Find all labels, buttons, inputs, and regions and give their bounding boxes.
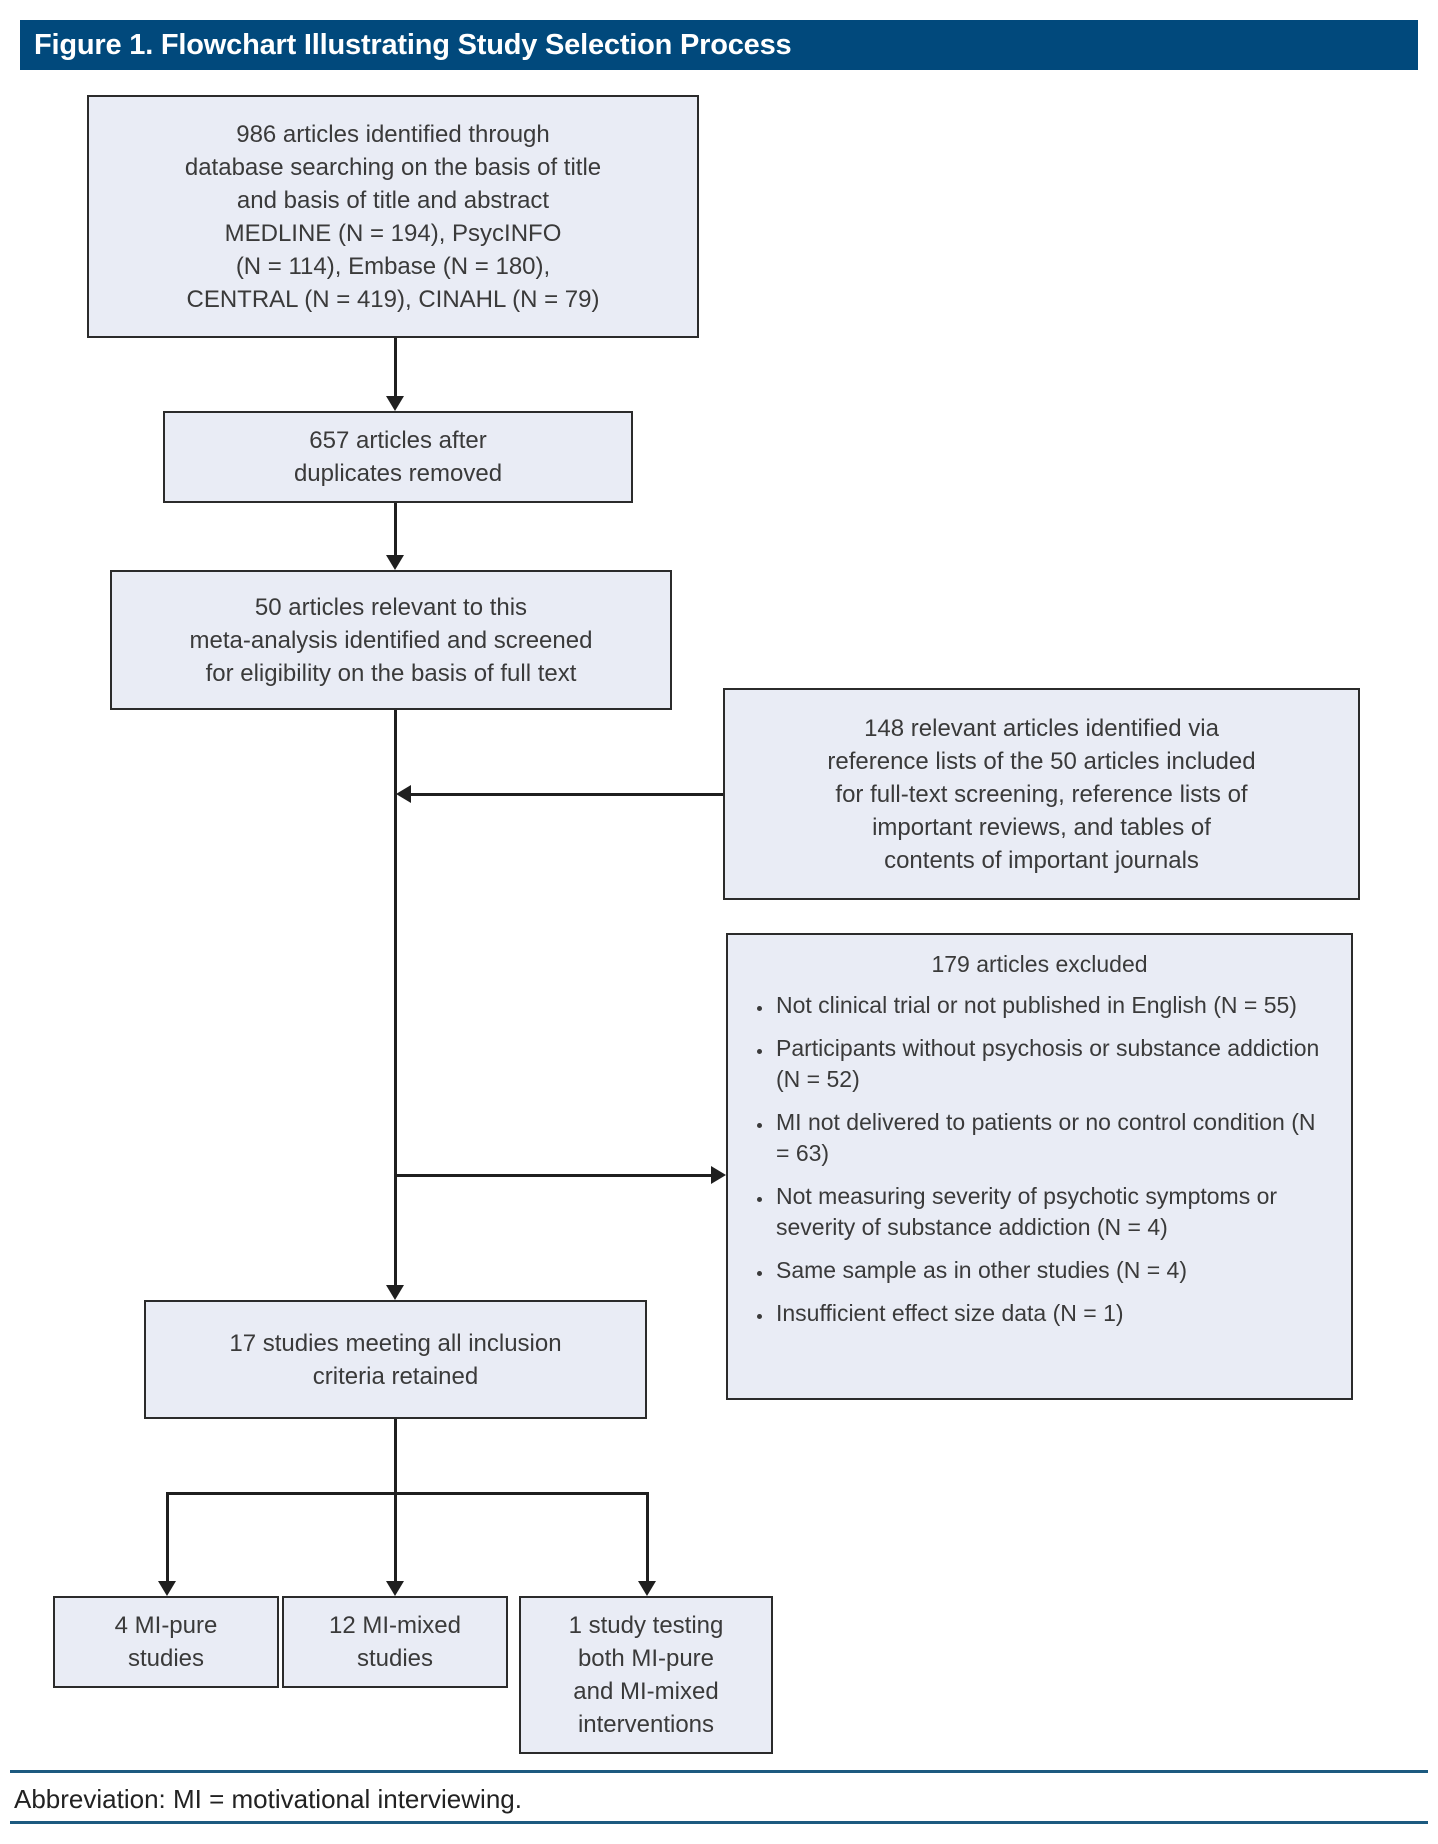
arrowhead-left-icon (396, 785, 411, 803)
box-text-line: 4 MI-pure (114, 1612, 218, 1639)
box-text-line: (N = 114), Embase (N = 180), (235, 252, 551, 280)
connector-deduplicated-to-screened (394, 503, 397, 556)
connector-retained-to-split (394, 1419, 397, 1495)
box-studies-retained (144, 1300, 647, 1419)
box-mi-mixed-studies (282, 1596, 508, 1688)
box-text-line: and MI-mixed (573, 1678, 719, 1705)
box-text-line: for full-text screening, reference lists of (835, 780, 1248, 808)
box-mi-pure-studies (53, 1596, 279, 1688)
box-articles-excluded (726, 933, 1353, 1400)
excluded-reason: • MI not delivered to patients or no control condition (N = 63) (774, 1107, 1333, 1169)
box-text-line: reference lists of the 50 articles included (827, 747, 1256, 775)
arrowhead-down-icon (158, 1581, 176, 1596)
connector-identified-to-deduplicated (394, 338, 397, 397)
excluded-reason: • Same sample as in other studies (N = 4) (774, 1255, 1333, 1286)
split-bar (166, 1492, 649, 1495)
excluded-reason: • Not measuring severity of psychotic symptoms or severity of substance addiction (N = 4) (774, 1181, 1333, 1243)
box-text-line: meta-analysis identified and screened (189, 626, 593, 654)
footnote-rule-bottom (10, 1821, 1428, 1824)
figure-title-bar (20, 20, 1418, 70)
excluded-reason: • Participants without psychosis or substance addiction (N = 52) (774, 1033, 1333, 1095)
box-text-line: 17 studies meeting all inclusion (229, 1329, 562, 1357)
connector-split-to-mi-mixed (394, 1492, 397, 1582)
connector-split-to-mi-pure (166, 1492, 169, 1582)
box-text-line: 12 MI-mixed (328, 1612, 462, 1639)
box-text-line: CENTRAL (N = 419), CINAHL (N = 79) (186, 285, 600, 313)
box-text-line: and basis of title and abstract (236, 186, 550, 214)
arrowhead-down-icon (386, 555, 404, 570)
footnote-rule-top (10, 1770, 1428, 1773)
box-text-line: 148 relevant articles identified via (864, 714, 1219, 742)
box-text-line: 1 study testing (568, 1612, 724, 1639)
box-text-line: 986 articles identified through (236, 120, 550, 148)
box-duplicates-removed (163, 411, 633, 503)
box-text-line: duplicates removed (293, 460, 503, 487)
connector-stem-to-excluded (396, 1174, 712, 1177)
box-screened-full-text (110, 570, 672, 710)
connector-reference-to-stem (410, 793, 723, 796)
box-reference-list-articles (723, 688, 1360, 900)
arrowhead-down-icon (386, 1285, 404, 1300)
excluded-reasons-list (746, 990, 1333, 1341)
abbreviation-footnote: Abbreviation: MI = motivational interviewing. (14, 1784, 522, 1814)
connector-split-to-mi-both (646, 1492, 649, 1582)
box-text-line: interventions (577, 1711, 715, 1738)
arrowhead-down-icon (386, 396, 404, 411)
box-text-line: 657 articles after (309, 427, 487, 454)
excluded-title: 179 articles excluded (931, 951, 1148, 977)
box-text-line: important reviews, and tables of (872, 813, 1211, 841)
box-text-line: studies (127, 1645, 205, 1672)
box-text-line: criteria retained (312, 1362, 479, 1390)
box-text-line: studies (356, 1645, 434, 1672)
box-text-line: for eligibility on the basis of full text (205, 659, 577, 687)
excluded-reason: • Not clinical trial or not published in English (N = 55) (774, 990, 1333, 1021)
box-articles-identified (87, 95, 699, 338)
box-text-line: 50 articles relevant to this (254, 593, 528, 621)
box-text-line: MEDLINE (N = 194), PsycINFO (224, 219, 562, 247)
box-mi-both-study (519, 1596, 773, 1754)
arrowhead-down-icon (638, 1581, 656, 1596)
box-text-line: database searching on the basis of title (184, 153, 602, 181)
arrowhead-down-icon (386, 1581, 404, 1596)
box-text-line: contents of important journals (884, 846, 1199, 874)
arrowhead-right-icon (711, 1166, 726, 1184)
figure-title: Figure 1. Flowchart Illustrating Study Selection Process (34, 29, 792, 61)
box-text-line: both MI-pure (577, 1645, 715, 1672)
excluded-reason: • Insufficient effect size data (N = 1) (774, 1298, 1333, 1329)
